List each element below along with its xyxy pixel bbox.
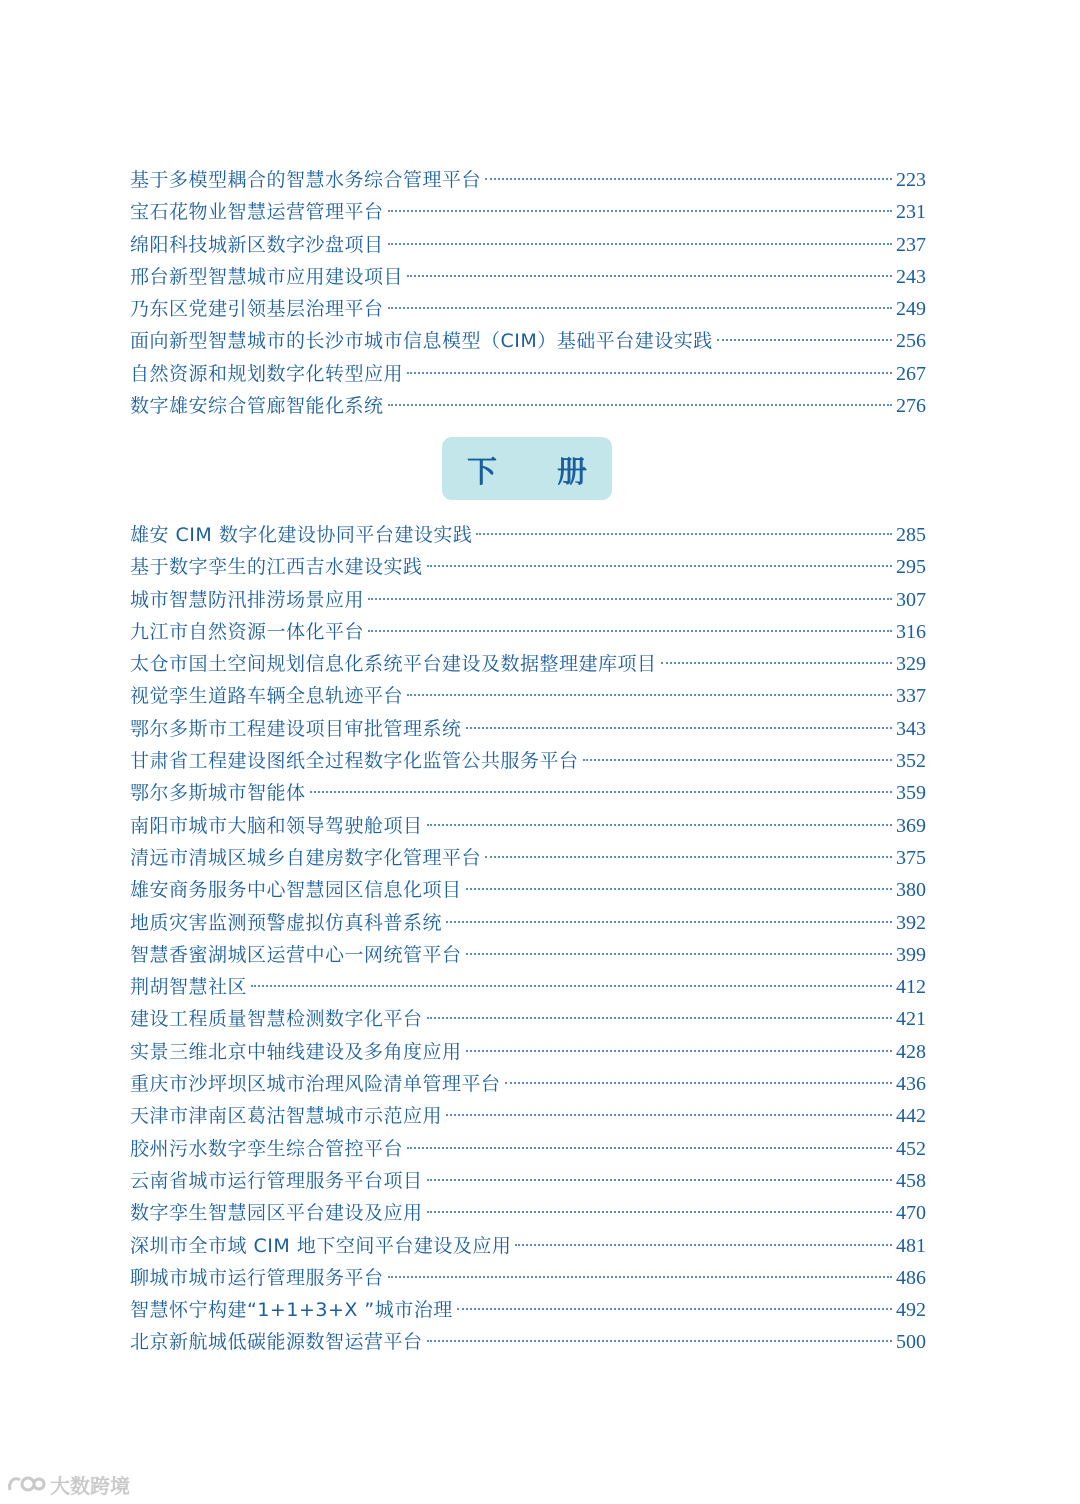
toc-entry[interactable] <box>130 229 926 261</box>
toc-entry[interactable] <box>130 1100 926 1132</box>
toc-entry-title: 九江市自然资源一体化平台 <box>130 620 365 643</box>
toc-dot-leader <box>717 338 892 341</box>
toc-entry-page-number: 436 <box>896 1073 926 1096</box>
volume-heading <box>442 437 647 500</box>
toc-dot-leader <box>388 306 892 309</box>
toc-entry-page-number: 375 <box>896 846 926 869</box>
toc-entry-page-number: 316 <box>896 620 926 643</box>
toc-dot-leader <box>368 629 892 632</box>
toc-entry[interactable] <box>130 196 926 228</box>
toc-entry[interactable] <box>130 293 926 325</box>
toc-entry-page-number: 369 <box>896 814 926 837</box>
toc-entry-title: 面向新型智慧城市的长沙市城市信息模型（CIM）基础平台建设实践 <box>130 330 713 353</box>
toc-upper-list <box>130 164 926 422</box>
toc-entry-page-number: 428 <box>896 1040 926 1063</box>
toc-entry-title: 雄安商务服务中心智慧园区信息化项目 <box>130 879 462 902</box>
toc-entry[interactable] <box>130 1230 926 1262</box>
toc-entry[interactable] <box>130 1165 926 1197</box>
toc-entry-page-number: 276 <box>896 395 926 418</box>
watermark <box>6 1468 130 1500</box>
toc-entry[interactable] <box>130 777 926 809</box>
toc-entry-title: 云南省城市运行管理服务平台项目 <box>130 1169 423 1192</box>
toc-dot-leader <box>427 564 892 567</box>
toc-dot-leader <box>515 1243 892 1246</box>
toc-entry-page-number: 256 <box>896 330 926 353</box>
toc-entry-page-number: 329 <box>896 653 926 676</box>
toc-lower-list <box>130 519 926 1359</box>
toc-entry-title: 清远市清城区城乡自建房数字化管理平台 <box>130 846 482 869</box>
toc-dot-leader <box>388 242 892 245</box>
toc-dot-leader <box>407 1146 892 1149</box>
toc-entry-title: 南阳市城市大脑和领导驾驶舱项目 <box>130 814 423 837</box>
toc-entry-page-number: 492 <box>896 1299 926 1322</box>
toc-entry-page-number: 285 <box>896 524 926 546</box>
toc-entry[interactable] <box>130 1003 926 1035</box>
toc-entry-page-number: 380 <box>896 879 926 902</box>
toc-entry[interactable] <box>130 551 926 583</box>
toc-entry-title: 数字雄安综合管廊智能化系统 <box>130 395 384 418</box>
toc-dot-leader <box>466 952 892 955</box>
toc-entry[interactable] <box>130 164 926 196</box>
toc-entry-page-number: 486 <box>896 1266 926 1289</box>
toc-dot-leader <box>457 1307 892 1310</box>
toc-entry-page-number: 481 <box>896 1234 926 1257</box>
toc-entry[interactable] <box>130 616 926 648</box>
toc-entry-page-number: 295 <box>896 556 926 579</box>
toc-entry[interactable] <box>130 1197 926 1229</box>
toc-entry-title: 城市智慧防汛排涝场景应用 <box>130 588 365 611</box>
toc-entry-title: 数字孪生智慧园区平台建设及应用 <box>130 1202 423 1225</box>
toc-entry-page-number: 470 <box>896 1202 926 1225</box>
toc-dot-leader <box>446 920 892 923</box>
toc-entry[interactable] <box>130 810 926 842</box>
toc-entry-title: 甘肃省工程建设图纸全过程数字化监管公共服务平台 <box>130 750 579 773</box>
toc-dot-leader <box>661 661 892 664</box>
toc-dot-leader <box>310 790 892 793</box>
toc-dot-leader <box>505 1081 892 1084</box>
toc-entry[interactable] <box>130 1036 926 1068</box>
toc-entry-page-number: 223 <box>896 169 926 191</box>
toc-entry[interactable] <box>130 1326 926 1358</box>
toc-dot-leader <box>388 403 892 406</box>
toc-entry-page-number: 442 <box>896 1105 926 1128</box>
toc-entry[interactable] <box>130 971 926 1003</box>
toc-dot-leader <box>466 1049 892 1052</box>
toc-entry[interactable] <box>130 907 926 939</box>
toc-entry[interactable] <box>130 745 926 777</box>
toc-entry[interactable] <box>130 1294 926 1326</box>
toc-entry-page-number: 307 <box>896 588 926 611</box>
toc-dot-leader <box>251 984 892 987</box>
toc-entry-page-number: 392 <box>896 911 926 934</box>
toc-dot-leader <box>388 1275 892 1278</box>
toc-entry-page-number: 231 <box>896 201 926 224</box>
toc-entry-page-number: 500 <box>896 1331 926 1354</box>
toc-entry-page-number: 452 <box>896 1137 926 1160</box>
toc-entry-title: 雄安 CIM 数字化建设协同平台建设实践 <box>130 524 473 546</box>
toc-dot-leader <box>446 1113 892 1116</box>
toc-dot-leader <box>407 371 892 374</box>
toc-entry-title: 宝石花物业智慧运营管理平台 <box>130 201 384 224</box>
toc-entry[interactable] <box>130 261 926 293</box>
toc-dot-leader <box>407 693 892 696</box>
toc-entry-page-number: 237 <box>896 233 926 256</box>
toc-entry-title: 聊城市城市运行管理服务平台 <box>130 1266 384 1289</box>
watermark-logo-icon <box>6 1472 46 1496</box>
toc-entry-title: 视觉孪生道路车辆全息轨迹平台 <box>130 685 404 708</box>
toc-entry-page-number: 458 <box>896 1169 926 1192</box>
toc-dot-leader <box>466 726 892 729</box>
toc-dot-leader <box>427 1178 892 1181</box>
toc-dot-leader <box>427 1016 892 1019</box>
toc-dot-leader <box>485 855 892 858</box>
toc-entry[interactable] <box>130 680 926 712</box>
toc-entry-page-number: 399 <box>896 943 926 966</box>
toc-entry-page-number: 359 <box>896 782 926 805</box>
toc-entry-title: 北京新航城低碳能源数智运营平台 <box>130 1331 423 1354</box>
toc-entry[interactable] <box>130 939 926 971</box>
toc-entry-page-number: 352 <box>896 750 926 773</box>
toc-entry[interactable] <box>130 358 926 390</box>
toc-entry-page-number: 337 <box>896 685 926 708</box>
toc-entry-page-number: 343 <box>896 717 926 740</box>
toc-entry[interactable] <box>130 519 926 551</box>
toc-entry-page-number: 243 <box>896 265 926 288</box>
toc-dot-leader <box>476 532 892 535</box>
toc-entry-title: 智慧怀宁构建“1+1+3+X ”城市治理 <box>130 1299 453 1322</box>
toc-entry[interactable] <box>130 842 926 874</box>
toc-entry[interactable] <box>130 390 926 422</box>
toc-entry-title: 太仓市国土空间规划信息化系统平台建设及数据整理建库项目 <box>130 653 657 676</box>
toc-entry-title: 乃东区党建引领基层治理平台 <box>130 298 384 321</box>
toc-entry-title: 智慧香蜜湖城区运营中心一网统管平台 <box>130 943 462 966</box>
toc-entry-title: 鄂尔多斯市工程建设项目审批管理系统 <box>130 717 462 740</box>
toc-dot-leader <box>368 597 892 600</box>
toc-entry[interactable] <box>130 325 926 357</box>
toc-entry-title: 邢台新型智慧城市应用建设项目 <box>130 265 404 288</box>
toc-entry[interactable] <box>130 1068 926 1100</box>
toc-entry-page-number: 249 <box>896 298 926 321</box>
toc-entry-title: 深圳市全市域 CIM 地下空间平台建设及应用 <box>130 1234 512 1257</box>
volume-heading-text: 下册 <box>467 454 647 490</box>
toc-entry-title: 实景三维北京中轴线建设及多角度应用 <box>130 1040 462 1063</box>
toc-entry-title: 荆胡智慧社区 <box>130 976 248 999</box>
toc-entry-title: 绵阳科技城新区数字沙盘项目 <box>130 233 384 256</box>
toc-entry-title: 胶州污水数字孪生综合管控平台 <box>130 1137 404 1160</box>
toc-dot-leader <box>427 1339 892 1342</box>
toc-entry[interactable] <box>130 584 926 616</box>
toc-entry[interactable] <box>130 713 926 745</box>
toc-entry[interactable] <box>130 874 926 906</box>
toc-entry-title: 鄂尔多斯城市智能体 <box>130 782 306 805</box>
toc-entry-title: 建设工程质量智慧检测数字化平台 <box>130 1008 423 1031</box>
watermark-text: 大数跨境 <box>50 1473 130 1498</box>
toc-dot-leader <box>427 1210 892 1213</box>
toc-dot-leader <box>583 758 892 761</box>
toc-dot-leader <box>485 177 892 180</box>
toc-entry-page-number: 421 <box>896 1008 926 1031</box>
toc-dot-leader <box>466 887 892 890</box>
toc-entry[interactable] <box>130 1262 926 1294</box>
toc-entry-title: 基于数字孪生的江西吉水建设实践 <box>130 556 423 579</box>
toc-entry-page-number: 412 <box>896 976 926 999</box>
toc-entry-title: 天津市津南区葛沽智慧城市示范应用 <box>130 1105 443 1128</box>
toc-entry[interactable] <box>130 1133 926 1165</box>
toc-entry-title: 重庆市沙坪坝区城市治理风险清单管理平台 <box>130 1073 501 1096</box>
toc-entry-title: 基于多模型耦合的智慧水务综合管理平台 <box>130 169 482 191</box>
toc-entry[interactable] <box>130 648 926 680</box>
toc-dot-leader <box>388 209 892 212</box>
toc-entry-title: 自然资源和规划数字化转型应用 <box>130 362 404 385</box>
toc-dot-leader <box>407 274 892 277</box>
toc-dot-leader <box>427 823 892 826</box>
toc-entry-page-number: 267 <box>896 362 926 385</box>
toc-entry-title: 地质灾害监测预警虚拟仿真科普系统 <box>130 911 443 934</box>
